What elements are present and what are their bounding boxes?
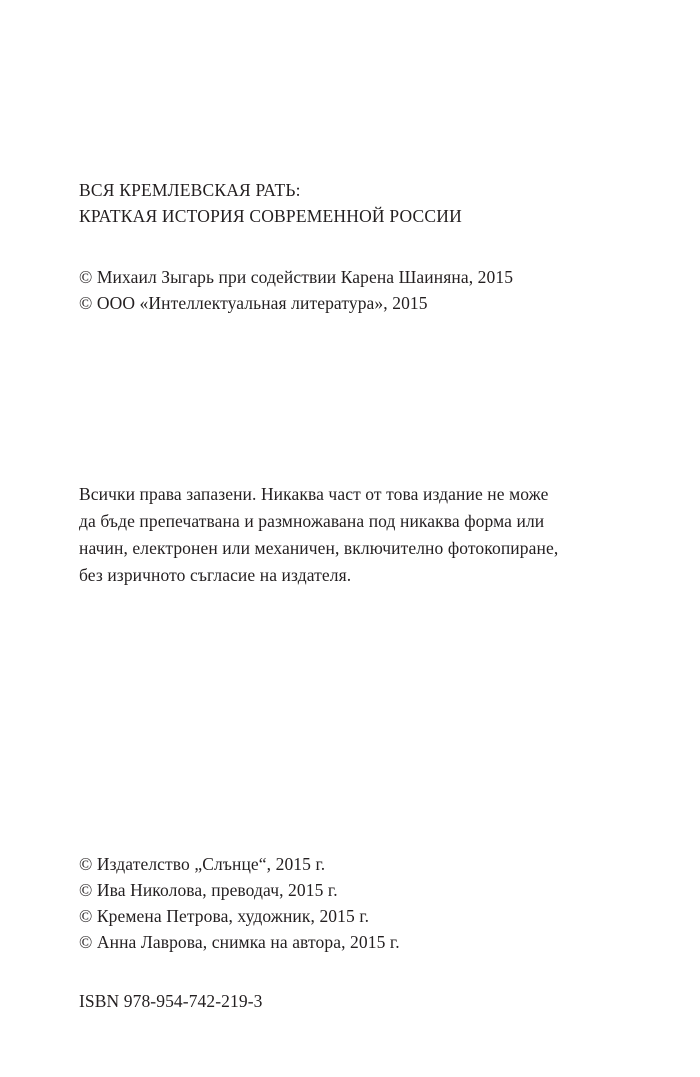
copyright-translator: © Ива Николова, преводач, 2015 г. (79, 880, 338, 900)
isbn (79, 988, 639, 1014)
isbn-number: ISBN 978-954-742-219-3 (79, 991, 263, 1011)
title-line-1: ВСЯ КРЕМЛЕВСКАЯ РАТЬ: (79, 180, 301, 200)
rights-line-1: Всички права запазени. Никаква част от това издание не може (79, 484, 549, 504)
original-title (79, 177, 639, 229)
copyright-artist: © Кремена Петрова, художник, 2015 г. (79, 906, 370, 926)
rights-line-4: без изричното съгласие на издателя. (79, 565, 352, 585)
edition-copyright (79, 851, 639, 955)
title-line-2: КРАТКАЯ ИСТОРИЯ СОВРЕМЕННОЙ РОССИИ (79, 206, 462, 226)
copyright-publisher-bg: © Издателство „Слънце“, 2015 г. (79, 854, 326, 874)
copyright-author-line: © Михаил Зыгарь при содействии Карена Шаиняна, 2015 (79, 267, 514, 287)
copyright-publisher-line: © ООО «Интеллектуальная литература», 2015 (79, 293, 428, 313)
rights-line-2: да бъде препечатвана и размножавана под никаква форма или (79, 511, 545, 531)
original-copyright (79, 264, 639, 316)
rights-line-3: начин, електронен или механичен, включително фотокопиране, (79, 538, 559, 558)
rights-notice (79, 481, 639, 589)
copyright-photo: © Анна Лаврова, снимка на автора, 2015 г. (79, 932, 400, 952)
